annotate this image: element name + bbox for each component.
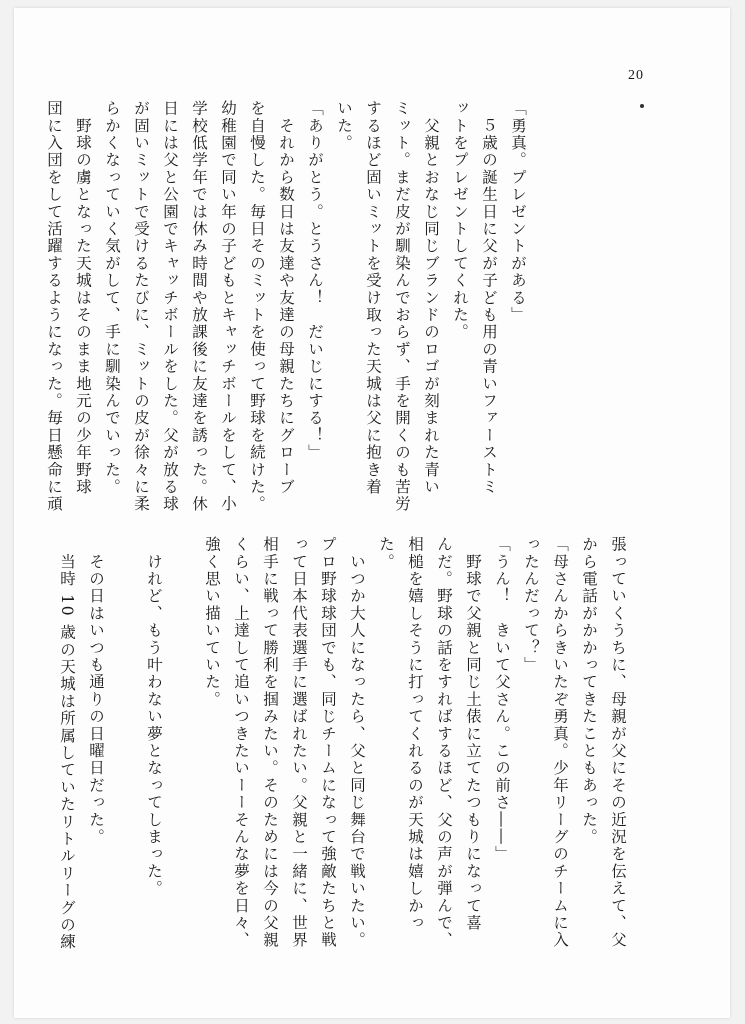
text-line: くらい、上達して追いつきたいーーそんな夢を日々、 bbox=[232, 536, 250, 949]
text-line: 「勇真。プレゼントがある」 bbox=[509, 100, 527, 324]
text-line: 相槌を嬉しそうに打ってくれるのが天城は嬉しかっ bbox=[406, 536, 424, 932]
text-line: 「母さんからきいたぞ勇真。少年リーグのチームに入 bbox=[551, 536, 569, 949]
page-number: 20 bbox=[628, 68, 644, 83]
text-line: 当時 10 歳の天城は所属していたリトルリーグの練 bbox=[58, 536, 76, 951]
text-line: 「うん！ きいて父さん。この前さ――」 bbox=[493, 536, 511, 863]
text-line: するほど固いミットを受け取った天城は父に抱き着 bbox=[364, 100, 382, 496]
text-line: ５歳の誕生日に父が子ども用の青いファーストミ bbox=[480, 100, 498, 496]
text-line: プロ野球球団でも、同じチームになって強敵たちと戦 bbox=[319, 536, 337, 949]
text-line: いた。 bbox=[335, 100, 353, 152]
text-line: 父親とおなじ同じブランドのロゴが刻まれた青い bbox=[422, 100, 440, 496]
text-line bbox=[168, 536, 197, 956]
text-line: を自慢した。毎日そのミットを使って野球を続けた。 bbox=[248, 100, 266, 513]
lower-text-block bbox=[52, 536, 632, 956]
text-line: いつか大人になったら、父と同じ舞台で戦いたい。 bbox=[348, 536, 366, 949]
book-page bbox=[14, 8, 730, 1018]
text-line: 日には父と公園でキャッチボールをした。父が放る球 bbox=[161, 100, 179, 513]
text-line: んだ。野球の話をすればするほど、父の声が弾んで、 bbox=[435, 536, 453, 949]
text-line: 団に入団をして活躍するようになった。毎日懸命に頑 bbox=[45, 100, 63, 513]
text-line: 幼稚園で同い年の子どもとキャッチボールをして、小 bbox=[219, 100, 237, 513]
text-line: 強く思い描いていた。 bbox=[203, 536, 221, 708]
text-line bbox=[110, 536, 139, 956]
text-line: ったんだって？」 bbox=[522, 536, 540, 674]
text-line: 張っていくうちに、母親が父にその近況を伝えて、父 bbox=[609, 536, 627, 949]
text-line: 野球の虜となった天城はそのまま地元の少年野球 bbox=[74, 100, 92, 496]
dot-mark bbox=[640, 104, 644, 108]
text-line: って日本代表選手に選ばれたい。父親と一緒に、世界 bbox=[290, 536, 308, 949]
text-line: が固いミットで受けるたびに、ミットの皮が徐々に柔 bbox=[132, 100, 150, 513]
text-line: けれど、もう叶わない夢となってしまった。 bbox=[145, 536, 163, 898]
text-line: ットをプレゼントしてくれた。 bbox=[451, 100, 469, 341]
upper-text-block bbox=[39, 100, 532, 513]
text-line: 学校低学年では休み時間や放課後に友達を誘った。休 bbox=[190, 100, 208, 513]
text-line: それから数日は友達や友達の母親たちにグローブ bbox=[277, 100, 295, 496]
text-line: らかくなっていく気がして、手に馴染んでいった。 bbox=[103, 100, 121, 496]
text-line: 相手に戦って勝利を掴みたい。そのためには今の父親 bbox=[261, 536, 279, 949]
text-line: た。 bbox=[377, 536, 395, 571]
text-line: 野球で父親と同じ土俵に立てたつもりになって喜 bbox=[464, 536, 482, 932]
text-line: ミット。まだ皮が馴染んでおらず、手を開くのも苦労 bbox=[393, 100, 411, 513]
text-line: から電話がかかってきたこともあった。 bbox=[580, 536, 598, 846]
text-line: 「ありがとう。とうさん！ だいじにする！」 bbox=[306, 100, 324, 462]
text-line: その日はいつも通りの日曜日だった。 bbox=[87, 536, 105, 846]
